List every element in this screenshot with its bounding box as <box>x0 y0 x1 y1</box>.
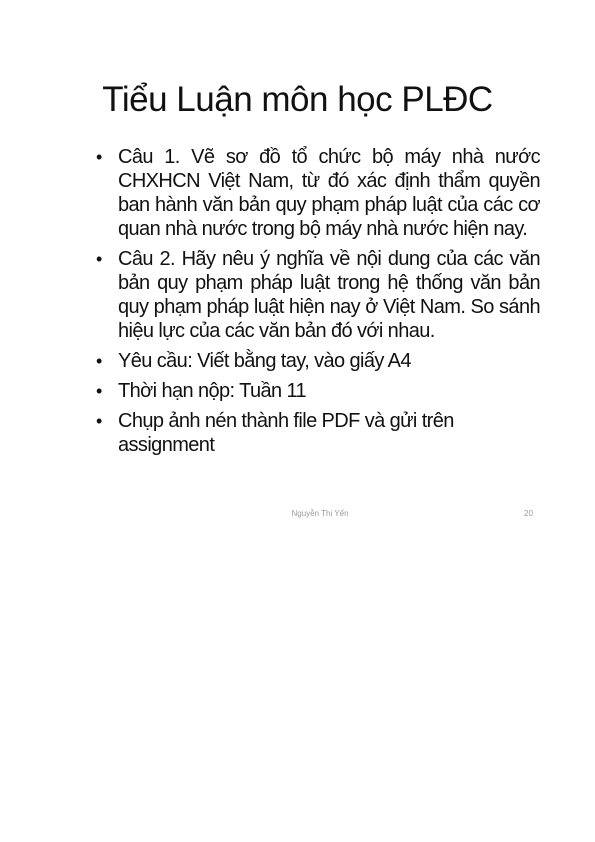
bullet-item-requirement <box>96 349 540 373</box>
bullet-text: Yêu cầu: Viết bằng tay, vào giấy A4 <box>118 350 411 372</box>
page-title: Tiểu Luận môn học PLĐC <box>102 80 493 119</box>
bullet-item-question-2 <box>96 247 540 343</box>
footer-author: Nguyễn Thị Yến <box>291 509 349 518</box>
bullet-item-submission <box>96 409 540 457</box>
bullet-text: Câu 1. Vẽ sơ đồ tổ chức bộ máy nhà nước CHXHCN Việt Nam, từ đó xác định thẩm quyền ban hành văn bản quy phạm pháp luật của các cơ quan nhà nước trong bộ máy nhà nước hiện nay. <box>118 146 540 240</box>
bullet-text: Câu 2. Hãy nêu ý nghĩa về nội dung của các văn bản quy phạm pháp luật trong hệ thống văn bản quy phạm pháp luật hiện nay ở Việt Nam. So sánh hiệu lực của các văn bản đó với nhau. <box>118 248 540 342</box>
bullet-list <box>96 145 540 463</box>
bullet-icon: • <box>96 249 102 269</box>
bullet-item-deadline <box>96 379 540 403</box>
bullet-text: Thời hạn nộp: Tuần 11 <box>118 380 307 402</box>
bullet-icon: • <box>96 411 102 431</box>
footer-page-number: 20 <box>524 509 533 518</box>
bullet-icon: • <box>96 351 102 371</box>
bullet-text: Chụp ảnh nén thành file PDF và gửi trên assignment <box>118 410 454 456</box>
bullet-icon: • <box>96 381 102 401</box>
bullet-icon: • <box>96 147 102 167</box>
bullet-item-question-1 <box>96 145 540 241</box>
